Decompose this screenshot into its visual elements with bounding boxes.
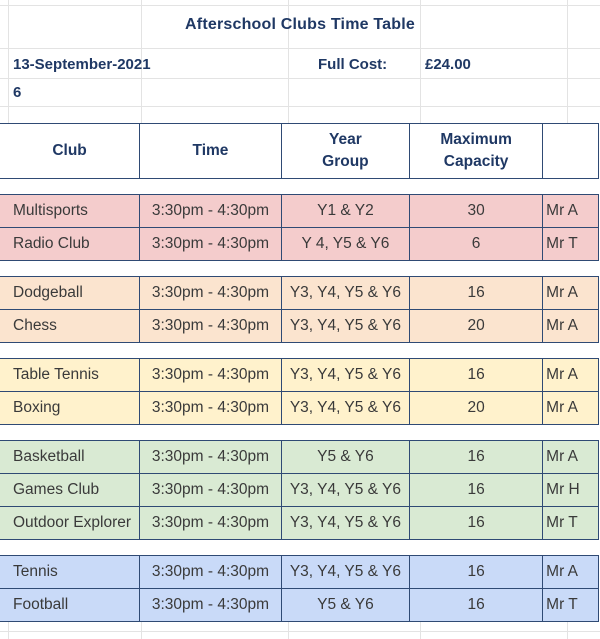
club-cell[interactable]: Dodgeball <box>0 277 140 310</box>
table-row <box>0 228 599 261</box>
header-year-group-line1: Year <box>329 131 362 148</box>
spacer-cell <box>410 425 543 441</box>
capacity-cell[interactable]: 16 <box>410 474 543 507</box>
spacer-cell <box>543 261 599 277</box>
table-row <box>0 195 599 228</box>
spacer-cell <box>281 261 409 277</box>
year-group-cell[interactable]: Y1 & Y2 <box>281 195 409 228</box>
spacer-cell <box>410 261 543 277</box>
time-cell[interactable]: 3:30pm - 4:30pm <box>140 441 282 474</box>
spacer-cell <box>281 343 409 359</box>
teacher-cell[interactable]: Mr H <box>543 474 599 507</box>
date-cell[interactable]: 13-September-2021 <box>13 56 151 73</box>
header-club: Club <box>0 124 140 179</box>
club-cell[interactable]: Radio Club <box>0 228 140 261</box>
full-cost-value[interactable]: £24.00 <box>425 56 471 73</box>
spacer-cell <box>0 261 140 277</box>
header-capacity <box>410 124 543 179</box>
spacer-cell <box>0 540 140 556</box>
capacity-cell[interactable]: 16 <box>410 556 543 589</box>
teacher-cell[interactable]: Mr T <box>543 507 599 540</box>
spacer-cell <box>140 425 282 441</box>
club-cell[interactable]: Chess <box>0 310 140 343</box>
teacher-cell[interactable]: Mr A <box>543 392 599 425</box>
teacher-cell[interactable]: Mr A <box>543 441 599 474</box>
capacity-cell[interactable]: 16 <box>410 359 543 392</box>
capacity-cell[interactable]: 20 <box>410 310 543 343</box>
teacher-cell[interactable]: Mr A <box>543 277 599 310</box>
spacer-cell <box>140 261 282 277</box>
spacer-cell <box>543 425 599 441</box>
table-row <box>0 589 599 622</box>
full-cost-label: Full Cost: <box>318 56 388 73</box>
time-cell[interactable]: 3:30pm - 4:30pm <box>140 359 282 392</box>
year-group-cell[interactable]: Y3, Y4, Y5 & Y6 <box>281 392 409 425</box>
timetable-body <box>0 179 599 622</box>
time-cell[interactable]: 3:30pm - 4:30pm <box>140 556 282 589</box>
spacer-cell <box>140 343 282 359</box>
time-cell[interactable]: 3:30pm - 4:30pm <box>140 228 282 261</box>
teacher-cell[interactable]: Mr A <box>543 556 599 589</box>
time-cell[interactable]: 3:30pm - 4:30pm <box>140 392 282 425</box>
year-group-cell[interactable]: Y5 & Y6 <box>281 589 409 622</box>
teacher-cell[interactable]: Mr T <box>543 228 599 261</box>
table-row <box>0 359 599 392</box>
table-row <box>0 441 599 474</box>
teacher-cell[interactable]: Mr A <box>543 359 599 392</box>
note-cell[interactable]: 6 <box>13 84 22 101</box>
year-group-cell[interactable]: Y3, Y4, Y5 & Y6 <box>281 359 409 392</box>
year-group-cell[interactable]: Y3, Y4, Y5 & Y6 <box>281 474 409 507</box>
header-year-group <box>281 124 409 179</box>
sheet-title: Afterschool Clubs Time Table <box>185 16 415 33</box>
year-group-cell[interactable]: Y3, Y4, Y5 & Y6 <box>281 556 409 589</box>
spacer-cell <box>281 179 409 195</box>
header-year-group-line2: Group <box>322 153 369 170</box>
spacer-cell <box>543 343 599 359</box>
header-capacity-line2: Capacity <box>443 153 509 170</box>
capacity-cell[interactable]: 16 <box>410 507 543 540</box>
spacer-cell <box>281 540 409 556</box>
teacher-cell[interactable]: Mr A <box>543 195 599 228</box>
spacer-cell <box>410 540 543 556</box>
time-cell[interactable]: 3:30pm - 4:30pm <box>140 507 282 540</box>
header-row <box>0 124 599 179</box>
spacer-cell <box>140 179 282 195</box>
capacity-cell[interactable]: 6 <box>410 228 543 261</box>
club-cell[interactable]: Basketball <box>0 441 140 474</box>
time-cell[interactable]: 3:30pm - 4:30pm <box>140 277 282 310</box>
capacity-cell[interactable]: 20 <box>410 392 543 425</box>
spacer-cell <box>140 540 282 556</box>
spacer-cell <box>0 179 140 195</box>
club-cell[interactable]: Games Club <box>0 474 140 507</box>
table-row <box>0 277 599 310</box>
spacer-cell <box>281 425 409 441</box>
spacer-cell <box>0 425 140 441</box>
capacity-cell[interactable]: 30 <box>410 195 543 228</box>
timetable <box>0 123 599 622</box>
club-cell[interactable]: Boxing <box>0 392 140 425</box>
capacity-cell[interactable]: 16 <box>410 277 543 310</box>
teacher-cell[interactable]: Mr T <box>543 589 599 622</box>
time-cell[interactable]: 3:30pm - 4:30pm <box>140 474 282 507</box>
club-cell[interactable]: Tennis <box>0 556 140 589</box>
spacer-cell <box>410 179 543 195</box>
table-row <box>0 507 599 540</box>
header-time: Time <box>140 124 282 179</box>
year-group-cell[interactable]: Y3, Y4, Y5 & Y6 <box>281 277 409 310</box>
spacer-cell <box>543 179 599 195</box>
club-cell[interactable]: Multisports <box>0 195 140 228</box>
year-group-cell[interactable]: Y5 & Y6 <box>281 441 409 474</box>
spacer-cell <box>410 343 543 359</box>
spacer-cell <box>0 343 140 359</box>
club-cell[interactable]: Football <box>0 589 140 622</box>
spacer-cell <box>543 540 599 556</box>
table-row <box>0 310 599 343</box>
club-cell[interactable]: Table Tennis <box>0 359 140 392</box>
teacher-cell[interactable]: Mr A <box>543 310 599 343</box>
group-spacer <box>0 343 599 359</box>
year-group-cell[interactable]: Y 4, Y5 & Y6 <box>281 228 409 261</box>
time-cell[interactable]: 3:30pm - 4:30pm <box>140 195 282 228</box>
time-cell[interactable]: 3:30pm - 4:30pm <box>140 589 282 622</box>
year-group-cell[interactable]: Y3, Y4, Y5 & Y6 <box>281 310 409 343</box>
group-spacer <box>0 425 599 441</box>
header-teacher <box>543 124 599 179</box>
group-spacer <box>0 540 599 556</box>
club-cell[interactable]: Outdoor Explorer <box>0 507 140 540</box>
capacity-cell[interactable]: 16 <box>410 441 543 474</box>
table-row <box>0 474 599 507</box>
table-row <box>0 392 599 425</box>
table-row <box>0 556 599 589</box>
group-spacer <box>0 261 599 277</box>
capacity-cell[interactable]: 16 <box>410 589 543 622</box>
group-spacer <box>0 179 599 195</box>
time-cell[interactable]: 3:30pm - 4:30pm <box>140 310 282 343</box>
header-capacity-line1: Maximum <box>440 131 512 148</box>
year-group-cell[interactable]: Y3, Y4, Y5 & Y6 <box>281 507 409 540</box>
